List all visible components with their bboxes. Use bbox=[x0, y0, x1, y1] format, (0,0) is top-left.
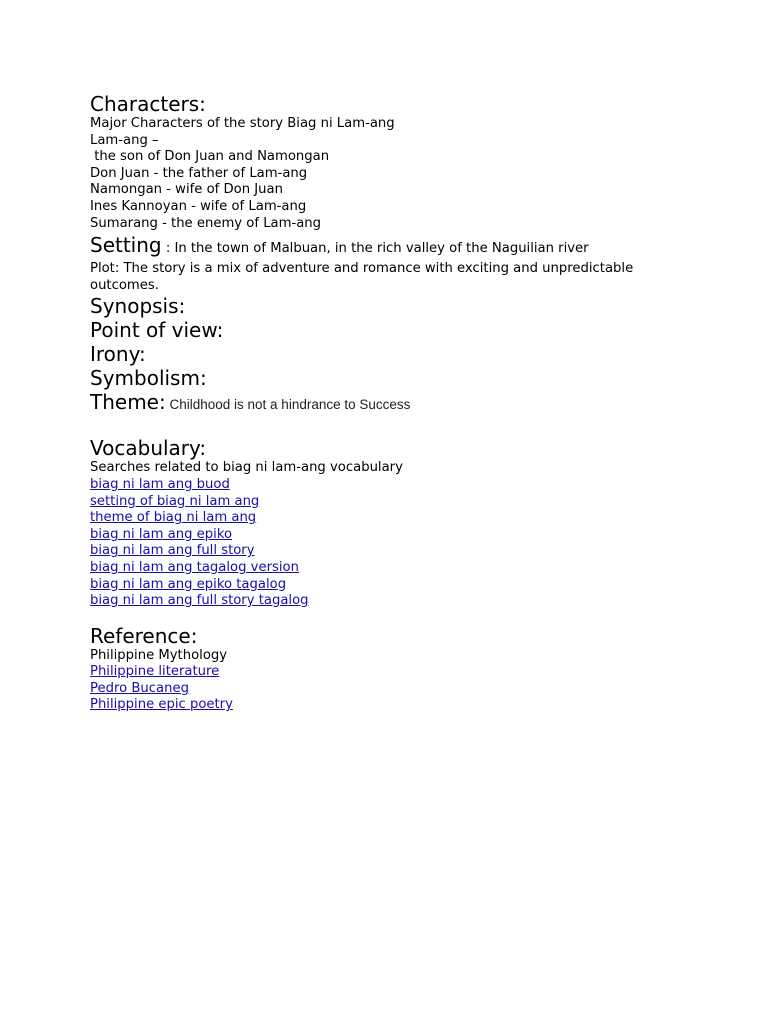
reference-heading bbox=[90, 624, 730, 648]
point-of-view-heading-colon: : bbox=[216, 318, 224, 343]
reference-heading-colon: : bbox=[190, 623, 198, 648]
characters-heading-label: Characters bbox=[90, 92, 200, 116]
vocabulary-link[interactable]: setting of biag ni lam ang bbox=[90, 493, 260, 509]
irony-heading bbox=[90, 342, 730, 366]
characters-heading-colon: : bbox=[199, 92, 206, 116]
reference-link[interactable]: Philippine literature bbox=[90, 664, 220, 680]
synopsis-heading-colon: : bbox=[178, 294, 186, 319]
theme-heading-label: Theme bbox=[90, 390, 159, 415]
vocabulary-link[interactable]: biag ni lam ang epiko bbox=[90, 526, 233, 542]
characters-line: Major Characters of the story Biag ni Lam-ang bbox=[90, 116, 395, 131]
vocabulary-heading-colon: : bbox=[199, 436, 207, 461]
setting-row bbox=[90, 233, 730, 261]
setting-heading: Setting bbox=[90, 233, 162, 258]
characters-line: Namongan - wife of Don Juan bbox=[90, 182, 283, 198]
vocabulary-intro: Searches related to biag ni lam-ang vocabulary bbox=[90, 460, 403, 476]
characters-line: Sumarang - the enemy of Lam-ang bbox=[90, 215, 322, 231]
vocabulary-link[interactable]: theme of biag ni lam ang bbox=[90, 510, 257, 526]
irony-heading-label: Irony bbox=[90, 342, 139, 367]
vocabulary-link[interactable]: biag ni lam ang tagalog version bbox=[90, 559, 299, 575]
symbolism-heading bbox=[90, 366, 730, 390]
theme-heading-colon: : bbox=[158, 390, 166, 415]
spacer bbox=[90, 610, 730, 624]
reference-link[interactable]: Pedro Bucaneg bbox=[90, 680, 189, 696]
characters-line: the son of Don Juan and Namongan bbox=[90, 149, 330, 165]
document-page bbox=[90, 92, 730, 714]
theme-row bbox=[90, 390, 730, 417]
vocabulary-heading bbox=[90, 436, 730, 460]
reference-link[interactable]: Philippine epic poetry bbox=[90, 697, 233, 713]
symbolism-heading-label: Symbolism bbox=[90, 366, 200, 391]
synopsis-heading bbox=[90, 294, 730, 318]
spacer bbox=[90, 417, 730, 436]
point-of-view-heading bbox=[90, 318, 730, 342]
characters-line: Don Juan - the father of Lam-ang bbox=[90, 165, 308, 181]
synopsis-heading-label: Synopsis bbox=[90, 294, 179, 319]
vocabulary-link[interactable]: biag ni lam ang buod bbox=[90, 476, 230, 492]
irony-heading-colon: : bbox=[138, 342, 146, 367]
characters-heading bbox=[90, 92, 730, 116]
theme-text: Childhood is not a hindrance to Success bbox=[165, 397, 411, 413]
reference-heading-label: Reference bbox=[90, 623, 191, 648]
vocabulary-heading-label: Vocabulary bbox=[90, 436, 200, 461]
setting-text: : In the town of Malbuan, in the rich valley of the Naguilian river bbox=[161, 241, 589, 257]
plot-text: Plot: The story is a mix of adventure and romance with exciting and unpredictable outcomes. bbox=[90, 261, 634, 293]
point-of-view-heading-label: Point of view bbox=[90, 318, 217, 343]
vocabulary-link[interactable]: biag ni lam ang full story bbox=[90, 543, 255, 559]
characters-line: Ines Kannoyan - wife of Lam-ang bbox=[90, 198, 307, 214]
characters-line: Lam-ang – bbox=[90, 132, 159, 148]
symbolism-heading-colon: : bbox=[199, 366, 207, 391]
vocabulary-link[interactable]: biag ni lam ang epiko tagalog bbox=[90, 576, 287, 592]
reference-intro: Philippine Mythology bbox=[90, 647, 228, 663]
vocabulary-link[interactable]: biag ni lam ang full story tagalog bbox=[90, 593, 309, 609]
